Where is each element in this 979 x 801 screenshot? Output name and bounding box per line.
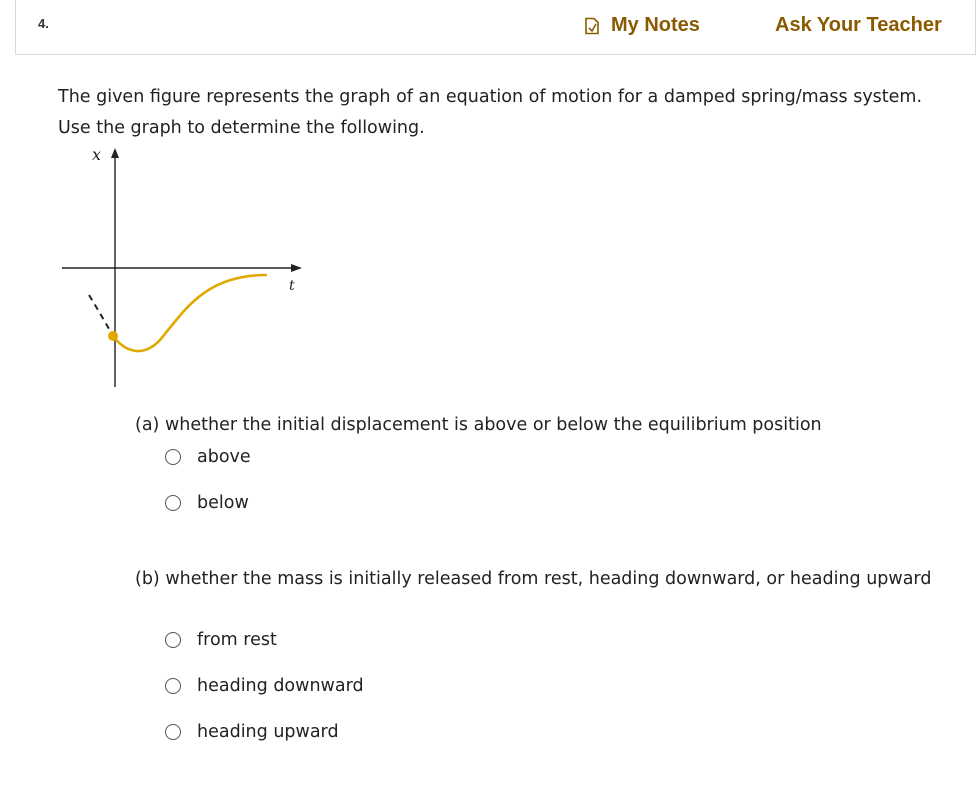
x-axis-arrowhead [111,148,119,158]
question-intro: The given figure represents the graph of an equation of motion for a damped spring/mass system. Use the graph to determine the following. [58,87,923,138]
ask-your-teacher-button[interactable]: Ask Your Teacher [775,14,942,36]
x-axis-label: x [92,145,102,164]
option-above[interactable] [165,447,251,467]
option-from-rest[interactable] [165,630,277,650]
option-label: from rest [197,630,277,650]
option-heading-downward[interactable] [165,676,364,696]
option-label: above [197,447,251,467]
part-b-prompt: (b) whether the mass is initially released from rest, heading downward, or heading upward [135,569,932,589]
option-heading-upward[interactable] [165,722,339,742]
radio-button[interactable] [165,495,181,511]
my-notes-button[interactable] [583,14,700,37]
dashed-extension [89,295,113,336]
t-axis-arrowhead [291,264,302,272]
initial-point [108,331,118,341]
motion-graph-figure [55,140,315,404]
option-label: heading upward [197,722,339,742]
question-number: 4. [38,16,49,31]
displacement-curve [113,275,267,351]
option-label: heading downward [197,676,364,696]
radio-button[interactable] [165,724,181,740]
radio-button[interactable] [165,678,181,694]
part-a-prompt: (a) whether the initial displacement is above or below the equilibrium position [135,415,822,435]
option-label: below [197,493,249,513]
radio-button[interactable] [165,632,181,648]
motion-graph [55,140,315,400]
option-below[interactable] [165,493,249,513]
t-axis-label: t [289,278,295,294]
my-notes-label: My Notes [611,14,700,36]
notes-icon [583,17,601,35]
radio-button[interactable] [165,449,181,465]
